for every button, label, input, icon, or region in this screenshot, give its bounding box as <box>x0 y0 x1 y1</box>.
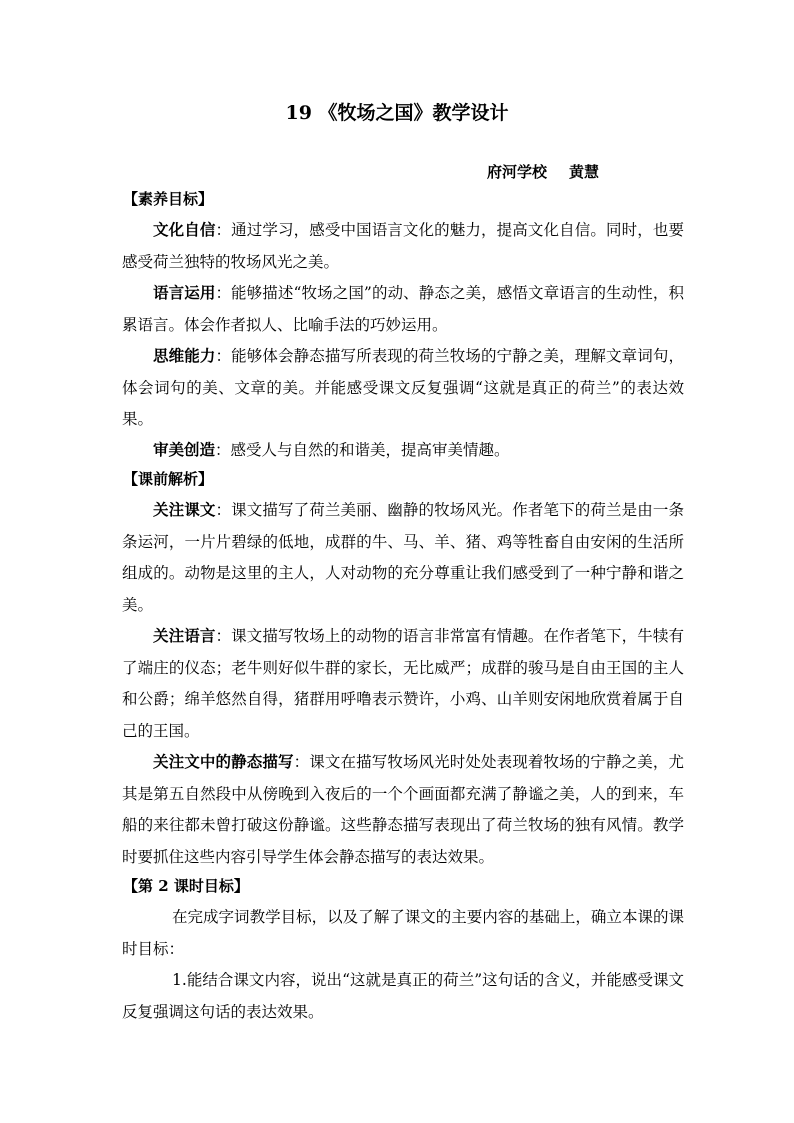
paragraph-text: 能够体会静态描写所表现的荷兰牧场的宁静之美，理解文章词句，体会词句的美、文章的美。并能感受课文反复强调“这就是真正的荷兰”的表达效果。 <box>122 347 684 428</box>
paragraph-label: 审美创造 <box>153 440 216 459</box>
analysis-paragraph: 关注文中的静态描写：课文在描写牧场风光时处处表现着牧场的宁静之美，尤其是第五自然段中从傍晚到入夜后的一个个画面都充满了静谧之美，人的到来，车船的来往都未曾打破这份静谧。这些静态描写表现出了荷兰牧场的独有风情。教学时要抓住这些内容引导学生体会静态描写的表达效果。 <box>122 752 684 866</box>
paragraph-label: 语言运用 <box>153 283 216 302</box>
goal-paragraph: 语言运用：能够描述“牧场之国”的动、静态之美，感悟文章语言的生动性，积累语言。体会作者拟人、比喻手法的巧妙运用。 <box>122 283 684 334</box>
paragraph-label: 思维能力 <box>153 346 216 365</box>
paragraph-label: 文化自信 <box>153 220 216 239</box>
author-name: 黄慧 <box>569 163 600 181</box>
section-heading: 【课前解析】 <box>123 470 214 488</box>
author-school: 府河学校 <box>487 163 548 181</box>
paragraph-text: 通过学习，感受中国语言文化的魅力，提高文化自信。同时，也要感受荷兰独特的牧场风光之美。 <box>122 221 684 271</box>
paragraph-label: 关注语言 <box>153 626 216 645</box>
analysis-paragraph: 关注语言：课文描写牧场上的动物的语言非常富有情趣。在作者笔下，牛犊有了端庄的仪态；老牛则好似牛群的家长，无比威严；成群的骏马是自由王国的主人和公爵；绵羊悠然自得，猪群用呼噜表示赞许，小鸡、山羊则安闲地欣赏着属于自己的王国。 <box>122 626 684 740</box>
paragraph-label: 关注课文 <box>153 500 216 519</box>
section-heading: 【素养目标】 <box>123 190 214 208</box>
objective-item: 1.能结合课文内容，说出“这就是真正的荷兰”这句话的含义，并能感受课文反复强调这句话的表达效果。 <box>122 971 684 1021</box>
paragraph-text: 课文描写牧场上的动物的语言非常富有情趣。在作者笔下，牛犊有了端庄的仪态；老牛则好似牛群的家长，无比威严；成群的骏马是自由王国的主人和公爵；绵羊悠然自得，猪群用呼噜表示赞许，小鸡、山羊则安闲地欣赏着属于自己的王国。 <box>122 627 684 740</box>
author-line <box>487 161 599 183</box>
paragraph-text: 课文描写了荷兰美丽、幽静的牧场风光。作者笔下的荷兰是由一条条运河，一片片碧绿的低地，成群的牛、马、羊、猪、鸡等牲畜自由安闲的生活所组成的。动物是这里的主人，人对动物的充分尊重让我们感受到了一种宁静和谐之美。 <box>122 501 684 614</box>
goal-paragraph: 文化自信：通过学习，感受中国语言文化的魅力，提高文化自信。同时，也要感受荷兰独特的牧场风光之美。 <box>122 220 684 271</box>
paragraph-text: 课文在描写牧场风光时处处表现着牧场的宁静之美，尤其是第五自然段中从傍晚到入夜后的一个个画面都充满了静谧之美，人的到来，车船的来往都未曾打破这份静谧。这些静态描写表现出了荷兰牧场的独有风情。教学时要抓住这些内容引导学生体会静态描写的表达效果。 <box>122 753 684 866</box>
paragraph-text: 能够描述“牧场之国”的动、静态之美，感悟文章语言的生动性，积累语言。体会作者拟人、比喻手法的巧妙运用。 <box>122 284 684 334</box>
section-heading: 【第 2 课时目标】 <box>123 877 249 895</box>
intro-paragraph: 在完成字词教学目标，以及了解了课文的主要内容的基础上，确立本课的课时目标： <box>122 908 684 958</box>
goal-paragraph: 思维能力：能够体会静态描写所表现的荷兰牧场的宁静之美，理解文章词句，体会词句的美、文章的美。并能感受课文反复强调“这就是真正的荷兰”的表达效果。 <box>122 346 684 428</box>
analysis-paragraph: 关注课文：课文描写了荷兰美丽、幽静的牧场风光。作者笔下的荷兰是由一条条运河，一片片碧绿的低地，成群的牛、马、羊、猪、鸡等牲畜自由安闲的生活所组成的。动物是这里的主人，人对动物的充分尊重让我们感受到了一种宁静和谐之美。 <box>122 500 684 614</box>
goal-paragraph: 审美创造：感受人与自然的和谐美，提高审美情趣。 <box>153 440 510 459</box>
paragraph-label: 关注文中的静态描写 <box>153 752 294 771</box>
paragraph-text: 感受人与自然的和谐美，提高审美情趣。 <box>230 441 510 459</box>
page-title: 19 《牧场之国》教学设计 <box>285 102 509 124</box>
